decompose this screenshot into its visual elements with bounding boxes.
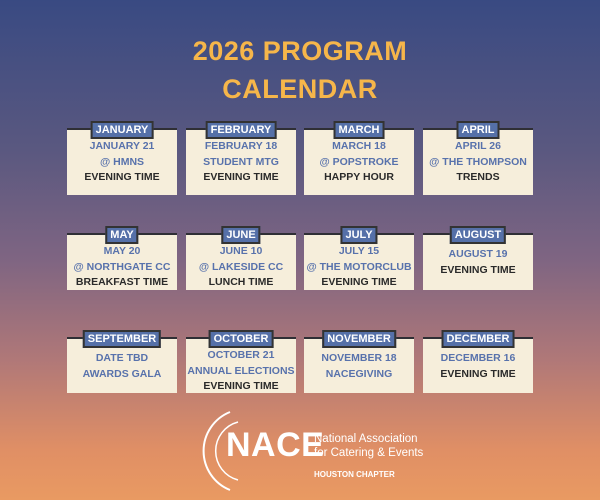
logo-mark: NACE bbox=[226, 426, 325, 464]
org-name bbox=[314, 432, 423, 460]
page-title bbox=[0, 32, 600, 108]
event-line: EVENING TIME bbox=[321, 276, 397, 288]
month-label: NOVEMBER bbox=[322, 330, 396, 348]
event-line: @ POPSTROKE bbox=[319, 155, 399, 168]
month-label: APRIL bbox=[457, 121, 500, 139]
event-line: EVENING TIME bbox=[440, 367, 516, 380]
month-card-may bbox=[67, 229, 177, 290]
event-line: NACEGIVING bbox=[325, 367, 393, 380]
org-line-2: for Catering & Events bbox=[314, 447, 424, 459]
event-line: @ HMNS bbox=[99, 155, 145, 168]
event-line: JUNE 10 bbox=[219, 245, 263, 257]
month-label: JANUARY bbox=[91, 121, 154, 139]
event-line: @ LAKESIDE CC bbox=[198, 260, 284, 273]
event-line: APRIL 26 bbox=[455, 140, 501, 152]
event-line: MARCH 18 bbox=[332, 140, 386, 152]
event-line: EVENING TIME bbox=[203, 380, 279, 392]
month-label: JULY bbox=[340, 226, 377, 244]
event-line: @ NORTHGATE CC bbox=[73, 260, 171, 273]
event-line: EVENING TIME bbox=[203, 171, 279, 183]
nace-logo bbox=[190, 408, 430, 493]
event-line: HAPPY HOUR bbox=[324, 171, 394, 183]
event-line: NOVEMBER 18 bbox=[321, 352, 397, 364]
month-label: OCTOBER bbox=[209, 330, 274, 348]
month-card-october bbox=[186, 333, 296, 393]
month-label: JUNE bbox=[221, 226, 260, 244]
chapter-name: HOUSTON CHAPTER bbox=[314, 470, 395, 479]
event-line: EVENING TIME bbox=[440, 263, 516, 276]
month-card-march bbox=[304, 124, 414, 195]
event-line: FEBRUARY 18 bbox=[204, 140, 278, 152]
month-label: DECEMBER bbox=[442, 330, 515, 348]
month-label: AUGUST bbox=[450, 226, 506, 244]
event-line: OCTOBER 21 bbox=[207, 349, 275, 361]
event-line: @ THE THOMPSON bbox=[429, 155, 527, 168]
month-card-september bbox=[67, 333, 177, 393]
month-label: MAY bbox=[105, 226, 138, 244]
title-line-2: CALENDAR bbox=[222, 74, 378, 104]
event-line: EVENING TIME bbox=[84, 171, 160, 183]
month-card-august bbox=[423, 229, 533, 290]
title-line-1: 2026 PROGRAM bbox=[192, 36, 408, 66]
event-line: MAY 20 bbox=[103, 245, 141, 257]
month-card-november bbox=[304, 333, 414, 393]
month-card-december bbox=[423, 333, 533, 393]
month-label: FEBRUARY bbox=[206, 121, 277, 139]
event-line: JULY 15 bbox=[338, 245, 380, 257]
month-label: MARCH bbox=[334, 121, 385, 139]
event-line: DECEMBER 16 bbox=[440, 352, 516, 364]
month-card-february bbox=[186, 124, 296, 195]
event-line: STUDENT MTG bbox=[203, 155, 279, 168]
month-card-july bbox=[304, 229, 414, 290]
month-label: SEPTEMBER bbox=[83, 330, 161, 348]
event-line: LUNCH TIME bbox=[208, 276, 274, 288]
month-card-april bbox=[423, 124, 533, 195]
event-line: JANUARY 21 bbox=[89, 140, 155, 152]
event-line: BREAKFAST TIME bbox=[75, 276, 169, 288]
month-card-june bbox=[186, 229, 296, 290]
org-line-1: National Association bbox=[314, 433, 418, 445]
month-card-january bbox=[67, 124, 177, 195]
event-line: ANNUAL ELECTIONS bbox=[187, 364, 295, 377]
event-line: AUGUST 19 bbox=[448, 248, 508, 260]
event-line: @ THE MOTORCLUB bbox=[306, 260, 412, 273]
event-line: DATE TBD bbox=[95, 352, 149, 364]
event-line: TRENDS bbox=[456, 171, 500, 183]
event-line: AWARDS GALA bbox=[82, 367, 162, 380]
